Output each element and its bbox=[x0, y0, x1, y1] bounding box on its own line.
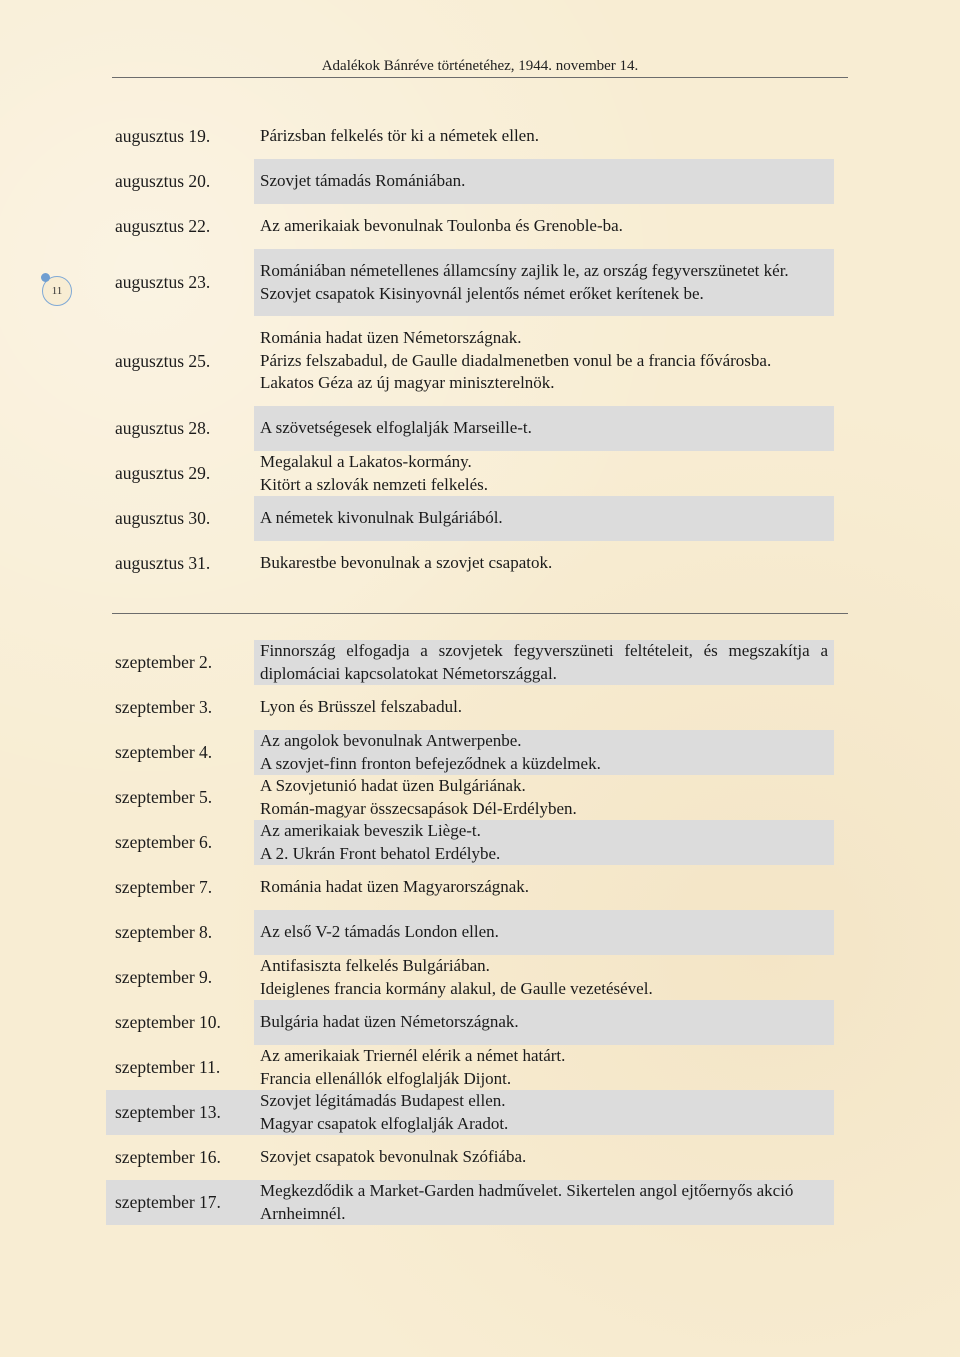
entry-events bbox=[254, 406, 834, 451]
event-text: Szovjet támadás Romániában. bbox=[260, 171, 466, 191]
event-text: Bukarestbe bevonulnak a szovjet csapatok. bbox=[260, 553, 553, 573]
entry-date: szeptember 8. bbox=[115, 922, 213, 942]
entry-date: szeptember 2. bbox=[115, 652, 213, 672]
entry-events bbox=[254, 1000, 834, 1045]
event-text: A szövetségesek elfoglalják Marseille-t. bbox=[260, 418, 532, 438]
list-item bbox=[106, 1135, 834, 1180]
entry-events bbox=[254, 955, 834, 1000]
list-item bbox=[106, 496, 834, 541]
event-text: Az amerikaiak Triernél elérik a német határt. bbox=[260, 1046, 566, 1065]
event-text: Románia hadat üzen Németországnak. bbox=[260, 328, 522, 348]
event-text: A németek kivonulnak Bulgáriából. bbox=[260, 508, 503, 528]
entry-date: augusztus 19. bbox=[115, 126, 211, 146]
event-text: Antifasiszta felkelés Bulgáriában. bbox=[260, 956, 490, 975]
entry-events bbox=[254, 451, 834, 496]
entry-date: augusztus 20. bbox=[115, 171, 211, 191]
entry-events bbox=[254, 910, 834, 955]
entry-events bbox=[254, 820, 834, 865]
event-text: Kitört a szlovák nemzeti felkelés. bbox=[260, 474, 488, 494]
entry-date: augusztus 28. bbox=[115, 418, 211, 438]
list-item bbox=[106, 249, 834, 316]
list-item bbox=[106, 865, 834, 910]
section-divider bbox=[112, 613, 848, 614]
entry-events bbox=[254, 640, 834, 685]
event-text: Lyon és Brüsszel felszabadul. bbox=[260, 697, 463, 717]
entry-events bbox=[254, 204, 834, 249]
list-item bbox=[106, 730, 834, 775]
page-number-badge: 11 bbox=[42, 276, 72, 306]
list-item bbox=[106, 1090, 834, 1135]
event-text: A 2. Ukrán Front behatol Erdélybe. bbox=[260, 843, 501, 863]
list-item bbox=[106, 1180, 834, 1225]
list-item bbox=[106, 1045, 834, 1090]
event-text: Román-magyar összecsapások Dél-Erdélyben. bbox=[260, 798, 577, 818]
entry-date: szeptember 11. bbox=[115, 1057, 221, 1077]
list-item bbox=[106, 685, 834, 730]
entry-date: szeptember 13. bbox=[106, 1090, 254, 1135]
entry-date: augusztus 31. bbox=[115, 553, 211, 573]
entry-date: augusztus 23. bbox=[115, 272, 211, 292]
entry-events bbox=[254, 1045, 834, 1090]
list-item bbox=[106, 406, 834, 451]
entry-date: szeptember 17. bbox=[106, 1180, 254, 1225]
event-text: Lakatos Géza az új magyar miniszterelnök. bbox=[260, 373, 555, 393]
september-chronology bbox=[106, 640, 834, 1225]
list-item bbox=[106, 204, 834, 249]
entry-date: szeptember 5. bbox=[115, 787, 213, 807]
entry-events bbox=[254, 1180, 834, 1225]
event-text: Az angolok bevonulnak Antwerpenbe. bbox=[260, 731, 522, 750]
list-item bbox=[106, 775, 834, 820]
event-text: Szovjet csapatok Kisinyovnál jelentős német erőket kerítenek be. bbox=[260, 283, 704, 303]
event-text: Szovjet csapatok bevonulnak Szófiába. bbox=[260, 1147, 527, 1167]
event-text: Magyar csapatok elfoglalják Aradot. bbox=[260, 1113, 509, 1133]
entry-events bbox=[254, 114, 834, 159]
event-text: A Szovjetunió hadat üzen Bulgáriának. bbox=[260, 776, 526, 795]
entry-date: augusztus 22. bbox=[115, 216, 211, 236]
event-text: Az első V-2 támadás London ellen. bbox=[260, 922, 499, 942]
entry-date: szeptember 4. bbox=[115, 742, 213, 762]
event-text: Francia ellenállók elfoglalják Dijont. bbox=[260, 1068, 512, 1088]
list-item bbox=[106, 451, 834, 496]
running-header: Adalékok Bánréve történetéhez, 1944. november 14. bbox=[321, 58, 639, 74]
event-text: Az amerikaiak beveszik Liège-t. bbox=[260, 821, 481, 840]
list-item bbox=[106, 910, 834, 955]
event-text: Megkezdődik a Market-Garden hadművelet. Sikertelen angol ejtőernyős akció Arnheimnél. bbox=[260, 1181, 794, 1223]
entry-events bbox=[254, 159, 834, 204]
list-item bbox=[106, 159, 834, 204]
entry-date: augusztus 29. bbox=[115, 463, 211, 483]
entry-date: szeptember 3. bbox=[115, 697, 213, 717]
event-text: Románia hadat üzen Magyarországnak. bbox=[260, 877, 530, 897]
header-rule bbox=[112, 77, 848, 78]
list-item bbox=[106, 820, 834, 865]
entry-events bbox=[254, 496, 834, 541]
event-text: A szovjet-finn fronton befejeződnek a küzdelmek. bbox=[260, 753, 601, 773]
event-text: Ideiglenes francia kormány alakul, de Gaulle vezetésével. bbox=[260, 978, 653, 998]
entry-date: szeptember 16. bbox=[115, 1147, 221, 1167]
list-item bbox=[106, 541, 834, 586]
entry-date: szeptember 10. bbox=[115, 1012, 221, 1032]
list-item bbox=[106, 955, 834, 1000]
entry-events bbox=[254, 541, 834, 586]
entry-events bbox=[254, 1135, 834, 1180]
august-chronology bbox=[106, 114, 834, 586]
list-item bbox=[106, 114, 834, 159]
entry-events bbox=[254, 685, 834, 730]
event-text: Párizs felszabadul, de Gaulle diadalmenetben vonul be a francia fővárosba. bbox=[260, 350, 772, 370]
event-text: Párizsban felkelés tör ki a németek ellen. bbox=[260, 126, 539, 146]
entry-events bbox=[254, 249, 834, 316]
entry-events bbox=[254, 1090, 834, 1135]
event-text: Megalakul a Lakatos-kormány. bbox=[260, 452, 472, 471]
entry-date: szeptember 9. bbox=[115, 967, 213, 987]
entry-events bbox=[254, 865, 834, 910]
event-text: Az amerikaiak bevonulnak Toulonba és Grenoble-ba. bbox=[260, 216, 623, 236]
list-item bbox=[106, 1000, 834, 1045]
entry-events bbox=[254, 730, 834, 775]
event-text: Romániában németellenes államcsíny zajlik le, az ország fegyverszünetet kér. bbox=[260, 261, 789, 280]
list-item bbox=[106, 640, 834, 685]
event-text: Szovjet légitámadás Budapest ellen. bbox=[260, 1091, 506, 1110]
entry-date: augusztus 30. bbox=[115, 508, 211, 528]
entry-events bbox=[254, 316, 834, 406]
entry-date: augusztus 25. bbox=[115, 350, 211, 371]
entry-date: szeptember 7. bbox=[115, 877, 213, 897]
entry-events bbox=[254, 775, 834, 820]
list-item bbox=[106, 316, 834, 406]
event-text: Finnország elfogadja a szovjetek fegyverszüneti feltételeit, és megszakítja a diplomáciai kapcsolatokat Németországgal. bbox=[260, 641, 828, 683]
entry-date: szeptember 6. bbox=[115, 832, 213, 852]
event-text: Bulgária hadat üzen Németországnak. bbox=[260, 1012, 519, 1032]
